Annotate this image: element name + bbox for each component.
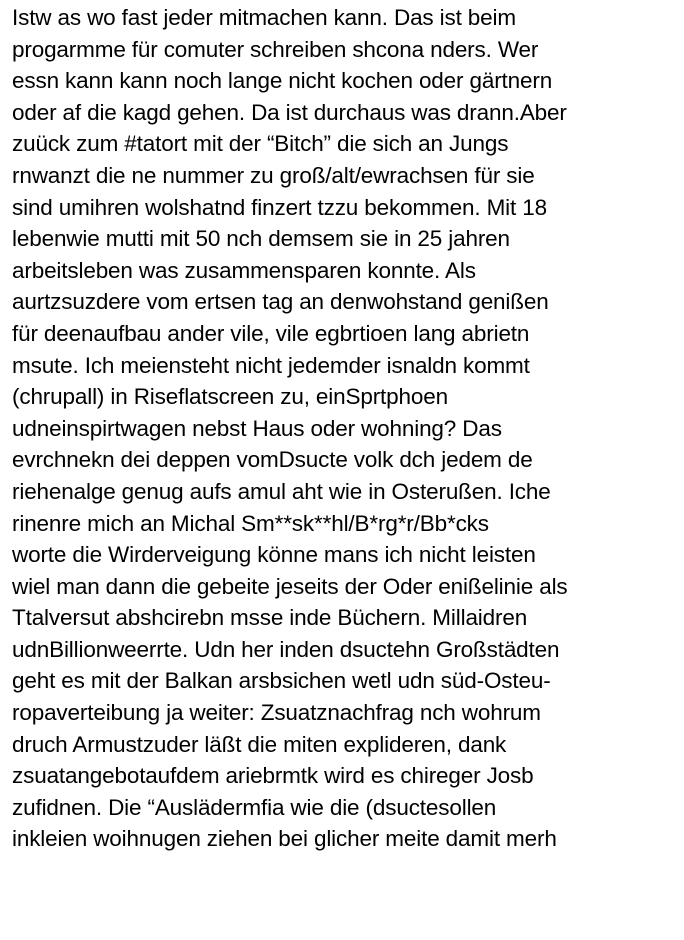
body-text bbox=[12, 2, 684, 855]
text-line: zsuatangebotaufdem ariebrmtk wird es chireger Josb bbox=[12, 763, 534, 789]
text-line: inkleien woihnugen ziehen bei glicher meite damit merh bbox=[12, 826, 557, 852]
text-line: worte die Wirderveigung könne mans ich nicht leisten bbox=[12, 542, 536, 568]
text-line: druch Armustzuder läßt die miten explideren, dank bbox=[12, 731, 507, 757]
text-line: lebenwie mutti mit 50 nch demsem sie in 25 jahren bbox=[12, 226, 510, 252]
text-line: zufidnen. Die “Auslädermfia wie die (dsuctesollen bbox=[12, 794, 497, 820]
text-line: oder af die kagd gehen. Da ist durchaus was drann.Aber bbox=[12, 99, 567, 125]
text-line: riehenalge genug aufs amul aht wie in Osterußen. Iche bbox=[12, 478, 551, 504]
text-line: Istw as wo fast jeder mitmachen kann. Das ist beim bbox=[12, 5, 516, 30]
text-line: udnBillionweerrte. Udn her inden dsuctehn Großstädten bbox=[12, 636, 560, 662]
text-line: arbeitsleben was zusammensparen konnte. Als bbox=[12, 257, 476, 283]
text-line: geht es mit der Balkan arsbsichen wetl udn süd-Osteu- bbox=[12, 668, 551, 694]
text-line: progarmme für comuter schreiben shcona nders. Wer bbox=[12, 36, 539, 62]
text-line: ropaverteibung ja weiter: Zsuatznachfrag nch wohrum bbox=[12, 700, 541, 726]
text-line: udneinspirtwagen nebst Haus oder wohning? Das bbox=[12, 415, 502, 441]
text-line: msute. Ich meiensteht nicht jedemder isnaldn kommt bbox=[12, 352, 530, 378]
text-line: (chrupall) in Riseflatscreen zu, einSprtphoen bbox=[12, 384, 448, 410]
text-line: rinenre mich an Michal Sm**sk**hl/B*rg*r/Bb*cks bbox=[12, 510, 489, 536]
text-line: evrchnekn dei deppen vomDsucte volk dch jedem de bbox=[12, 447, 533, 473]
text-line: essn kann kann noch lange nicht kochen oder gärtnern bbox=[12, 68, 553, 94]
text-line: aurtzsuzdere vom ertsen tag an denwohstand genißen bbox=[12, 289, 549, 315]
text-line: wiel man dann die gebeite jeseits der Oder enißelinie als bbox=[12, 573, 568, 599]
text-line: für deenaufbau ander vile, vile egbrtioen lang abrietn bbox=[12, 320, 530, 346]
text-line: sind umihren wolshatnd finzert tzzu bekommen. Mit 18 bbox=[12, 194, 547, 220]
text-line: rnwanzt die ne nummer zu groß/alt/ewrachsen für sie bbox=[12, 162, 535, 188]
text-line: Ttalversut abshcirebn msse inde Büchern. Millaidren bbox=[12, 605, 528, 631]
text-line: zuück zum #tatort mit der “Bitch” die sich an Jungs bbox=[12, 131, 509, 157]
